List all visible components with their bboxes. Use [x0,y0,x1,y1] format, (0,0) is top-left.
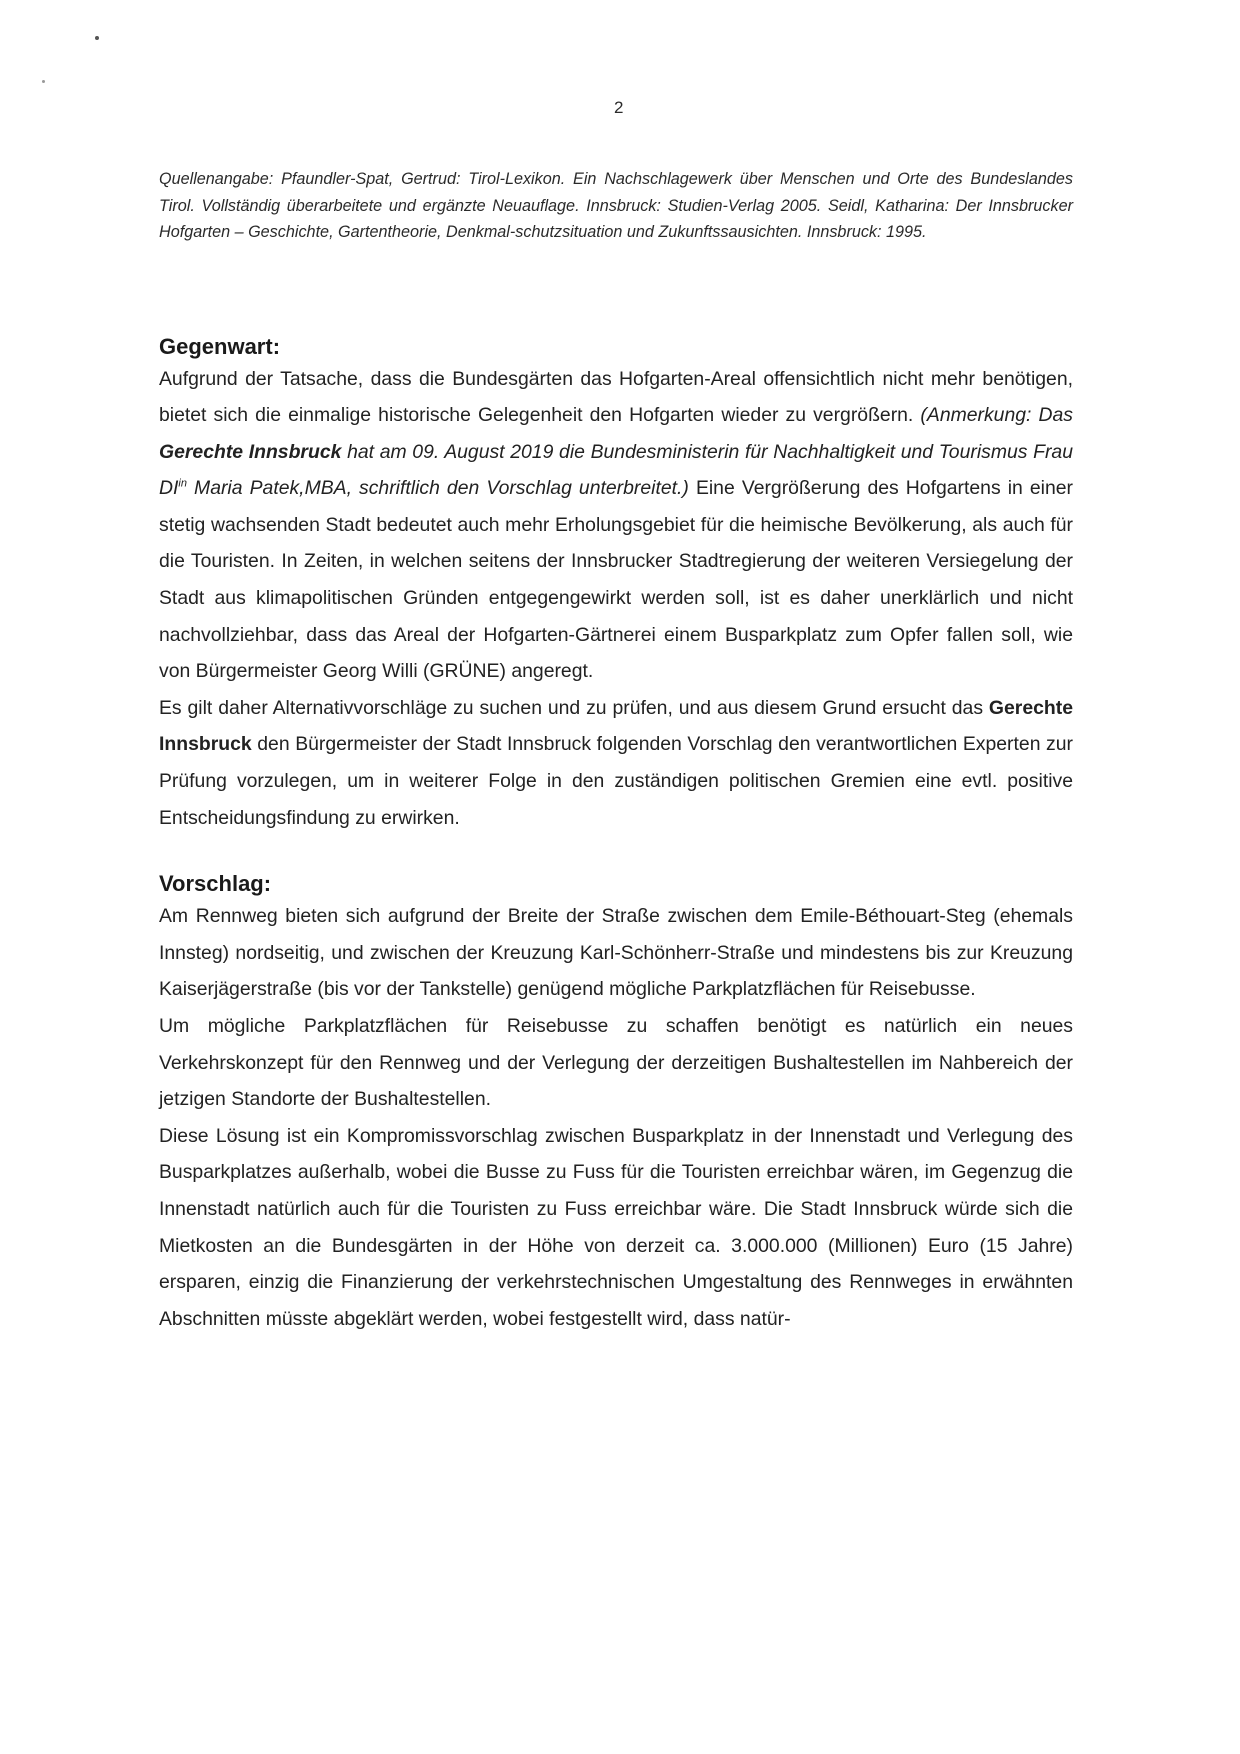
paragraph-gegenwart-2: Es gilt daher Alternativvorschläge zu suchen und zu prüfen, und aus diesem Grund ersucht das Gerechte Innsbruck den Bürgermeister der Stadt Innsbruck folgenden Vorschlag den verantwortlichen Experten zur Prüfung vorzulegen, um in weiterer Folge in den zuständigen politischen Gremien eine evtl. positive Entscheidungsfindung zu erwirken. [159,696,1073,829]
annotation-note: (Anmerkung: Das Gerechte Innsbruck hat am 09. August 2019 die Bundesministerin für Nachhaltigkeit und Tourismus Frau $DI^{in}$ Maria Patek,MBA, schriftlich den Vorschlag unterbreitet.) [159,404,1074,500]
paragraph-vorschlag-3: Diese Lösung ist ein Kompromissvorschlag zwischen Busparkplatz in der Innenstadt und Verlegung des Busparkplatzes außerhalb, wobei die Busse zu Fuss für die Touristen erreichbar wären, im Gegenzug die Innenstadt natürlich auch für die Touristen zu Fuss erreichbar wäre. Die Stadt Innsbruck würde sich die Mietkosten an die Bundesgärten in der Höhe von derzeit ca. 3.000.000 (Millionen) Euro (15 Jahre) ersparen, einzig die Finanzierung der verkehrstechnischen Umgestaltung des Rennweges in erwähnten Abschnitten müsste abgeklärt werden, wobei festgestellt wird, dass natür- [159,1124,1073,1330]
page-number: 2 [614,98,624,117]
document-body [159,166,1073,1337]
paragraph-vorschlag-2: Um mögliche Parkplatzflächen für Reisebusse zu schaffen benötigt es natürlich ein neues Verkehrskonzept für den Rennweg und der Verlegung der derzeitigen Bushaltestellen im Nahbereich der jetzigen Standorte der Bushaltestellen. [159,1015,1073,1111]
scan-speck [42,80,45,83]
scan-speck [95,36,99,40]
section-heading-gegenwart: Gegenwart: [159,333,281,359]
paragraph-vorschlag-1: Am Rennweg bieten sich aufgrund der Breite der Straße zwischen dem Emile-Béthouart-Steg (ehemals Innsteg) nordseitig, und zwischen der Kreuzung Karl-Schönherr-Straße und mindestens bis zur Kreuzung Kaiserjägerstraße (bis vor der Tankstelle) genügend mögliche Parkplatzflächen für Reisebusse. [159,905,1073,1001]
paragraph-gegenwart-1: Aufgrund der Tatsache, dass die Bundesgärten das Hofgarten-Areal offensichtlich nicht mehr benötigen, bietet sich die einmalige historische Gelegenheit den Hofgarten wieder zu vergrößern. (Anmerkung: Das Gerechte Innsbruck hat am 09. August 2019 die Bundesministerin für Nachhaltigkeit und Tourismus Frau $DI^{in}$ Maria Patek,MBA, schriftlich den Vorschlag unterbreitet.) Eine Vergrößerung des Hofgartens in einer stetig wachsenden Stadt bedeutet auch mehr Erholungsgebiet für die heimische Bevölkerung, als auch für die Touristen. In Zeiten, in welchen seitens der Innsbrucker Stadtregierung der weiteren Versiegelung der Stadt aus klimapolitischen Gründen entgegengewirkt werden soll, ist es daher unerklärlich und nicht nachvollziehbar, dass das Areal der Hofgarten-Gärtnerei einem Busparkplatz zum Opfer fallen soll, wie von Bürgermeister Georg Willi (GRÜNE) angeregt. [159,367,1074,683]
source-citation: Quellenangabe: Pfaundler-Spat, Gertrud: Tirol-Lexikon. Ein Nachschlagewerk über Menschen und Orte des Bundeslandes Tirol. Vollständig überarbeitete und ergänzte Neuauflage. Innsbruck: Studien-Verlag 2005. Seidl, Katharina: Der Innsbrucker Hofgarten – Geschichte, Gartentheorie, Denkmal-schutzsituation und Zukunftssausichten. Innsbruck: 1995. [159,170,1073,241]
section-heading-vorschlag: Vorschlag: [159,871,272,897]
